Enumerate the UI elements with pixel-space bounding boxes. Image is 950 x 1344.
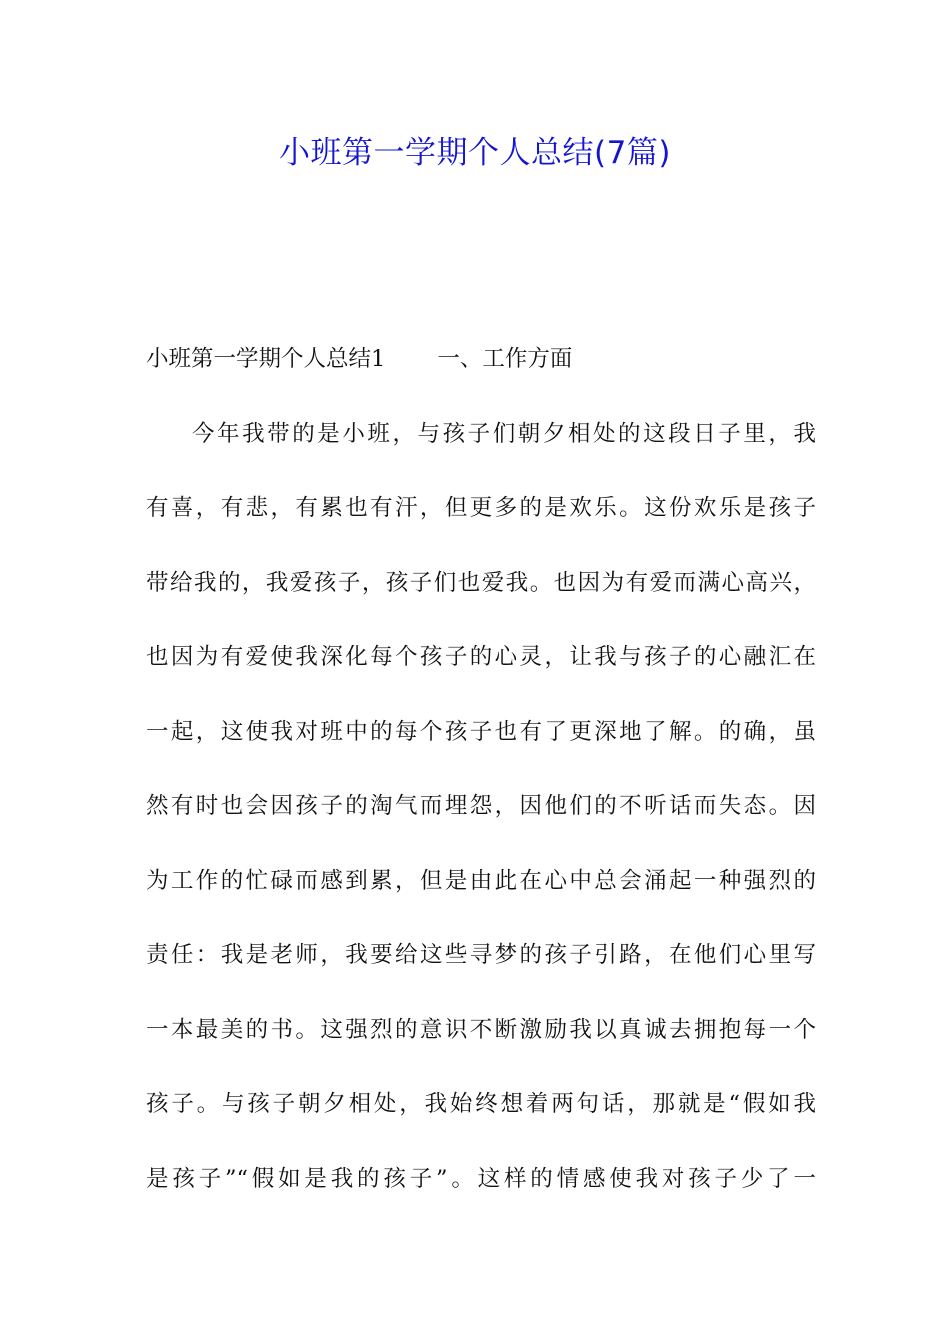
section-heading: 小班第一学期个人总结1 bbox=[146, 346, 386, 372]
paragraph-line: 孩子。与孩子朝夕相处，我始终想着两句话，那就是“假如我 bbox=[146, 1091, 816, 1117]
paragraph-line: 有喜，有悲，有累也有汗，但更多的是欢乐。这份欢乐是孩子 bbox=[146, 495, 816, 521]
paragraph-line: 一本最美的书。这强烈的意识不断激励我以真诚去拥抱每一个 bbox=[146, 1016, 816, 1043]
paragraph-line: 一起，这使我对班中的每个孩子也有了更深地了解。的确，虽 bbox=[146, 718, 816, 745]
paragraph-line: 也因为有爱使我深化每个孩子的心灵，让我与孩子的心融汇在 bbox=[146, 644, 816, 670]
paragraph-line: 是孩子”“假如是我的孩子”。这样的情感使我对孩子少了一 bbox=[146, 1165, 816, 1192]
paragraph-line: 为工作的忙碌而感到累，但是由此在心中总会涌起一种强烈的 bbox=[146, 867, 816, 894]
paragraph-line: 然有时也会因孩子的淘气而埋怨，因他们的不听话而失态。因 bbox=[146, 793, 816, 819]
subheading: 一、工作方面 bbox=[437, 346, 573, 372]
document-body bbox=[146, 336, 816, 1230]
section-heading-line bbox=[146, 336, 816, 411]
paragraph-line: 今年我带的是小班，与孩子们朝夕相处的这段日子里，我 bbox=[192, 420, 816, 447]
paragraph-line: 带给我的，我爱孩子，孩子们也爱我。也因为有爱而满心高兴， bbox=[146, 569, 816, 596]
paragraph-line: 责任：我是老师，我要给这些寻梦的孩子引路，在他们心里写 bbox=[146, 942, 816, 968]
document-title: 小班第一学期个人总结(7篇) bbox=[279, 135, 671, 171]
